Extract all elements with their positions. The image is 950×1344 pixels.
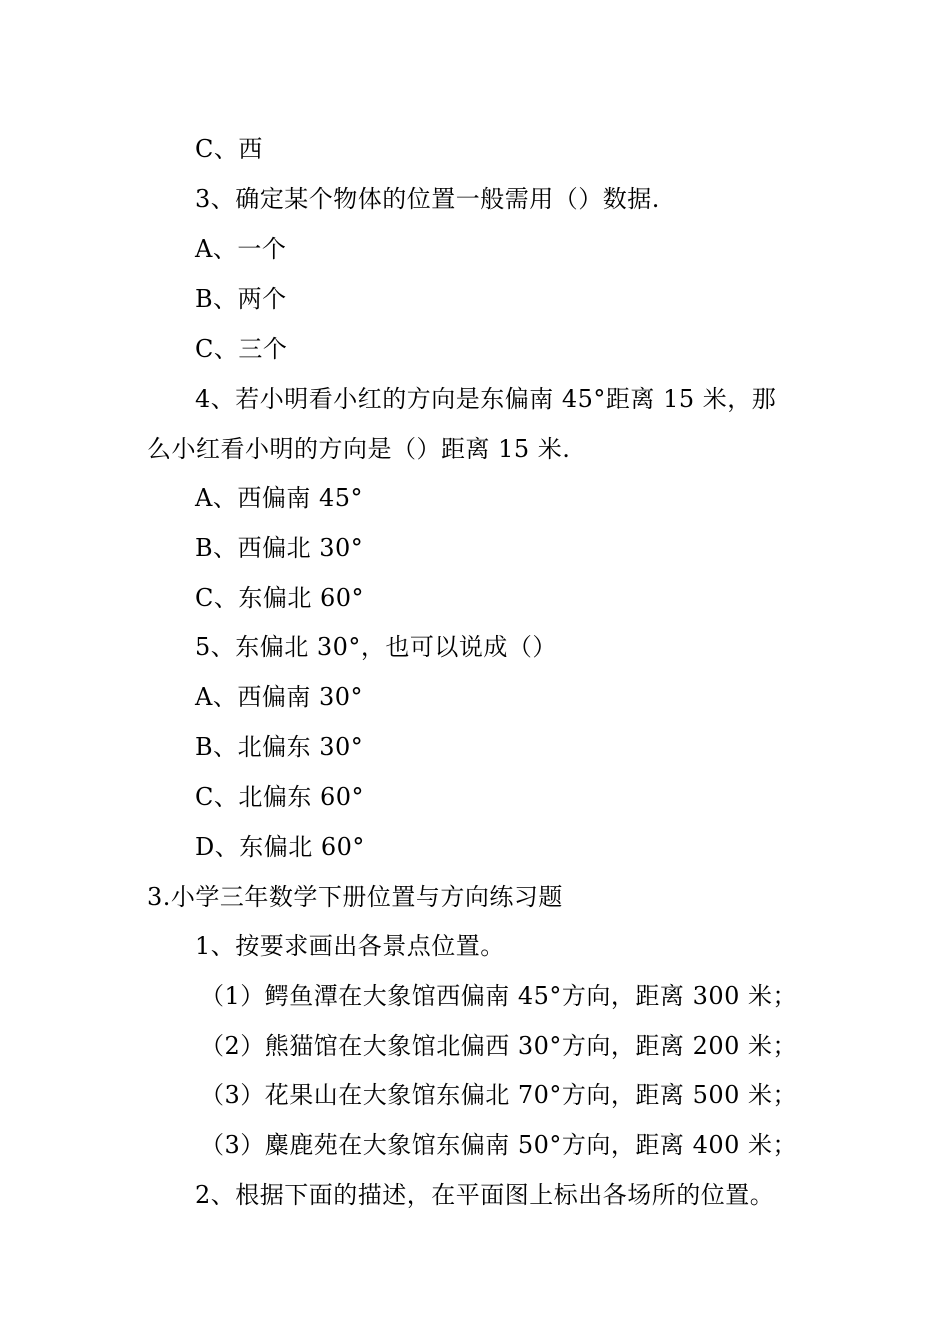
option-b-two: B、两个 — [195, 285, 287, 313]
option-c-ne60: C、北偏东 60° — [195, 783, 365, 811]
exercise-2: 2、根据下面的描述，在平面图上标出各场所的位置。 — [195, 1181, 775, 1209]
option-a-ws30: A、西偏南 30° — [195, 683, 363, 711]
exercise-1-item-4: （3）麋鹿苑在大象馆东偏南 50°方向，距离 400 米； — [200, 1131, 798, 1159]
question-5: 5、东偏北 30°，也可以说成（） — [195, 633, 557, 661]
exercise-1-item-1: （1）鳄鱼潭在大象馆西偏南 45°方向，距离 300 米； — [200, 982, 798, 1010]
option-a-one: A、一个 — [195, 235, 287, 263]
question-4-part-1: 4、若小明看小红的方向是东偏南 45°距离 15 米，那 — [195, 385, 777, 413]
section-heading: 3.小学三年数学下册位置与方向练习题 — [147, 883, 563, 911]
option-c-west: C、西 — [195, 135, 263, 163]
option-b-ne30: B、北偏东 30° — [195, 733, 364, 761]
exercise-1-item-2: （2）熊猫馆在大象馆北偏西 30°方向，距离 200 米； — [200, 1032, 798, 1060]
question-4-part-2: 么小红看小明的方向是（）距离 15 米. — [147, 435, 571, 463]
question-3: 3、确定某个物体的位置一般需用（）数据. — [195, 185, 660, 213]
option-c-en60: C、东偏北 60° — [195, 584, 365, 612]
option-d-en60: D、东偏北 60° — [195, 833, 365, 861]
option-a-sw45: A、西偏南 45° — [195, 484, 363, 512]
exercise-1: 1、按要求画出各景点位置。 — [195, 932, 505, 960]
option-c-three: C、三个 — [195, 335, 288, 363]
option-b-wn30: B、西偏北 30° — [195, 534, 364, 562]
exercise-1-item-3: （3）花果山在大象馆东偏北 70°方向，距离 500 米； — [200, 1081, 798, 1109]
